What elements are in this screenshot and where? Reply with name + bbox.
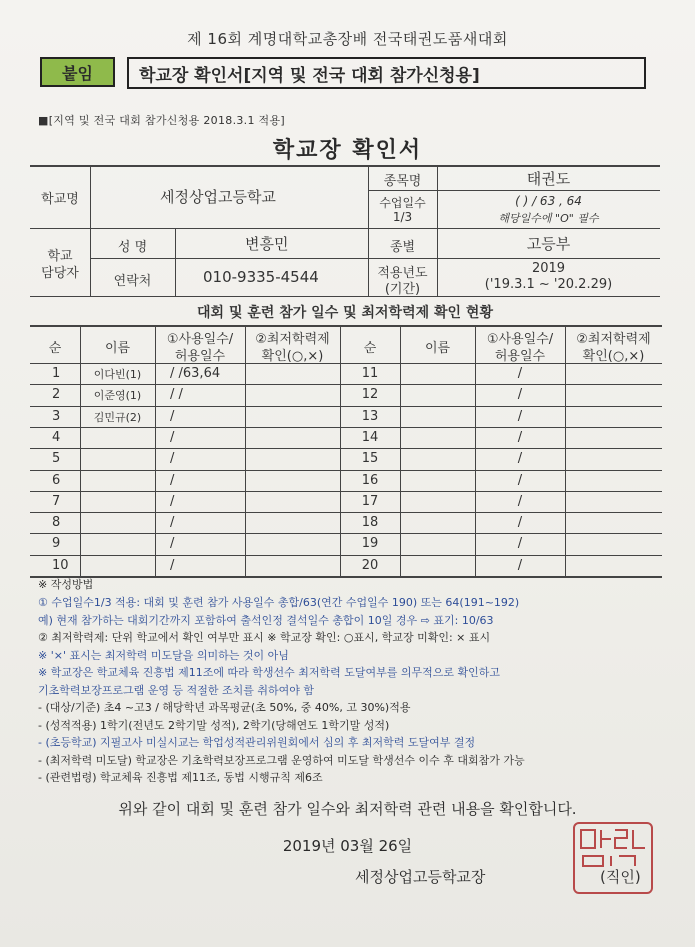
table-row-days: /: [517, 472, 523, 488]
table-row-days: /: [517, 408, 523, 424]
signer-name: 세정상업고등학교장: [355, 868, 486, 886]
col-no-header: 순: [48, 341, 62, 356]
name-label: 성 명: [117, 240, 148, 255]
table-row-days: /: [517, 429, 523, 445]
instruction-line: ② 최저학력제: 단위 학교에서 확인 여부만 표시 ※ 학교장 확인: ○표시, 학교장 미확인: × 표시: [38, 631, 491, 644]
table-row-days: /: [170, 451, 175, 467]
table-row-no: 9: [52, 536, 61, 552]
table-row-name: 이준영(1): [93, 389, 142, 403]
table-row-days: /: [170, 515, 175, 531]
table-row-days: /: [170, 408, 175, 424]
division-value: 고등부: [526, 235, 571, 253]
grid-border-bottom: [30, 576, 662, 578]
instruction-line: ※ '×' 표시는 최저학력 미도달을 의미하는 것이 아님: [38, 648, 289, 662]
table-row-days: /: [517, 451, 523, 467]
table-row-no: 16: [361, 472, 379, 488]
instruction-line: - (성적적용) 1학기(전년도 2학기말 성적), 2학기(당해연도 1학기말 성적): [38, 718, 390, 732]
contact-label: 연락처: [113, 274, 152, 289]
table-row-no: 11: [361, 366, 379, 381]
year-label-2: (기간): [384, 282, 421, 297]
table-row-days: /: [170, 429, 175, 445]
grid-col-line: [400, 325, 401, 576]
event-title: 제 16회 계명대학교총장배 전국태권도품새대회: [187, 30, 508, 48]
instruction-line: - (초등학교) 지필고사 미실시교는 학업성적관리위원회에서 심의 후 최저학력 도달여부 결정: [38, 736, 476, 749]
table-row-no: 5: [52, 451, 61, 467]
instructions-title: ※ 작성방법: [38, 578, 94, 591]
seal-label: (직인): [600, 868, 641, 886]
table-row-no: 18: [361, 515, 379, 531]
manager-label-1: 학교: [47, 249, 73, 264]
event-label: 종목명: [383, 174, 422, 189]
manager-label-2: 담당자: [41, 266, 79, 281]
col-days-header: ①사용일수/: [486, 332, 554, 347]
days-note: 해당일수에 "O" 필수: [498, 212, 599, 225]
table-row-days: /: [517, 387, 523, 403]
table-row-no: 7: [52, 493, 61, 509]
document-title: 학교장 확인서: [272, 138, 423, 163]
table-row-days: / /: [170, 387, 183, 403]
table-row-no: 1: [52, 366, 61, 381]
division-label: 종별: [389, 240, 416, 255]
instruction-line: 예) 현재 참가하는 대회기간까지 포함하여 출석인정 결석일수 총합이 10일 경우 ⇨ 표기: 10/63: [38, 613, 494, 627]
table-row-no: 15: [361, 451, 379, 467]
grid-row-line: [30, 448, 662, 449]
col-no-header: 순: [363, 341, 377, 356]
grid-row-line: [30, 533, 662, 534]
table-row-no: 2: [52, 387, 61, 403]
table-row-days: /: [170, 472, 175, 488]
table-row-no: 4: [52, 429, 61, 445]
table-row-days: /: [517, 536, 523, 552]
table-row-no: 8: [52, 515, 61, 531]
table-row-days: /: [517, 493, 523, 509]
year-value: 2019: [531, 261, 566, 276]
grid-row-line: [30, 384, 662, 385]
grid-row-line: [30, 491, 662, 492]
instruction-line: ① 수업일수1/3 적용: 대회 및 훈련 참가 사용일수 총합/63(연간 수업일수 190) 또는 64(191~192): [38, 596, 520, 609]
table-row-days: / /63,64: [170, 366, 221, 381]
date-text: 2019년 03월 26일: [282, 837, 413, 855]
days-label-1: 수업일수: [379, 196, 426, 210]
year-period: ('19.3.1 ~ '20.2.29): [484, 277, 613, 292]
table-row-no: 14: [361, 429, 379, 445]
school-name: 세정상업고등학교: [160, 188, 276, 206]
school-label: 학교명: [41, 192, 79, 207]
name-value: 변흥민: [245, 235, 289, 253]
instruction-line: - (대상/기준) 초4 ~고3 / 해당학년 과목평균(초 50%, 중 40%, 고 30%)적용: [38, 701, 411, 714]
grid-row-line: [30, 406, 662, 407]
grid-row-line: [30, 470, 662, 471]
table-row-no: 13: [361, 408, 379, 424]
contact-value: 010-9335-4544: [203, 268, 319, 286]
grid-border-top: [30, 325, 662, 327]
form-note: ■[지역 및 전국 대회 참가신청용 2018.3.1 적용]: [38, 114, 286, 127]
table-row-days: /: [170, 536, 175, 552]
table-row-name: 이다빈(1): [93, 368, 142, 381]
grid-row-line: [30, 512, 662, 513]
col-name-header: 이름: [424, 341, 451, 356]
col-days-header-2: 허용일수: [174, 349, 226, 364]
col-grade-header: ②최저학력제: [576, 332, 651, 347]
table-row-days: /: [517, 366, 523, 381]
instruction-line: - (관련법령) 학교체육 진흥법 제11조, 동법 시행규칙 제6조: [38, 771, 323, 784]
col-name-header: 이름: [104, 341, 131, 356]
table-row-no: 19: [361, 536, 379, 552]
table-row-no: 3: [52, 408, 61, 424]
table-row-no: 17: [361, 493, 379, 509]
col-days-header: ①사용일수/: [166, 332, 234, 347]
table-row-no: 20: [361, 557, 379, 573]
instruction-line: 기초학력보장프로그램 운영 등 적절한 조치를 취하여야 함: [38, 683, 315, 697]
days-label-2: 1/3: [392, 210, 413, 224]
header-title: 학교장 확인서[지역 및 전국 대회 참가신청용]: [127, 57, 646, 89]
instruction-line: - (최저학력 미도달) 학교장은 기초학력보장프로그램 운영하여 미도달 학생선수 이수 후 대회참가 가능: [38, 753, 525, 767]
confirm-text: 위와 같이 대회 및 훈련 참가 일수와 최저학력 관련 내용을 확인합니다.: [118, 800, 577, 818]
table-row-days: /: [517, 557, 523, 573]
event-value: 태권도: [526, 170, 571, 188]
col-grade-header: ②최저학력제: [255, 332, 330, 347]
col-grade-header-2: 확인(○,×): [261, 349, 324, 364]
table-row-no: 10: [52, 557, 69, 573]
days-value: ( ) / 63 , 64: [515, 194, 582, 208]
table-row-days: /: [170, 557, 175, 573]
table-row-name: 김민규(2): [93, 410, 142, 424]
table-row-days: /: [517, 515, 523, 531]
table-row-no: 12: [361, 387, 379, 403]
col-grade-header-2: 확인(○,×): [582, 349, 645, 364]
table-row-no: 6: [52, 472, 61, 488]
table-row-days: /: [170, 493, 175, 509]
grid-row-line: [30, 555, 662, 556]
year-label-1: 적용년도: [377, 266, 428, 281]
attachment-badge: 붙임: [40, 57, 115, 87]
status-title: 대회 및 훈련 참가 일수 및 최저학력제 확인 현황: [197, 305, 493, 321]
grid-row-line: [30, 427, 662, 428]
instruction-line: ※ 학교장은 학교체육 진흥법 제11조에 따라 학생선수 최저학력 도달여부를 의무적으로 확인하고: [38, 666, 500, 679]
col-days-header-2: 허용일수: [494, 349, 546, 364]
